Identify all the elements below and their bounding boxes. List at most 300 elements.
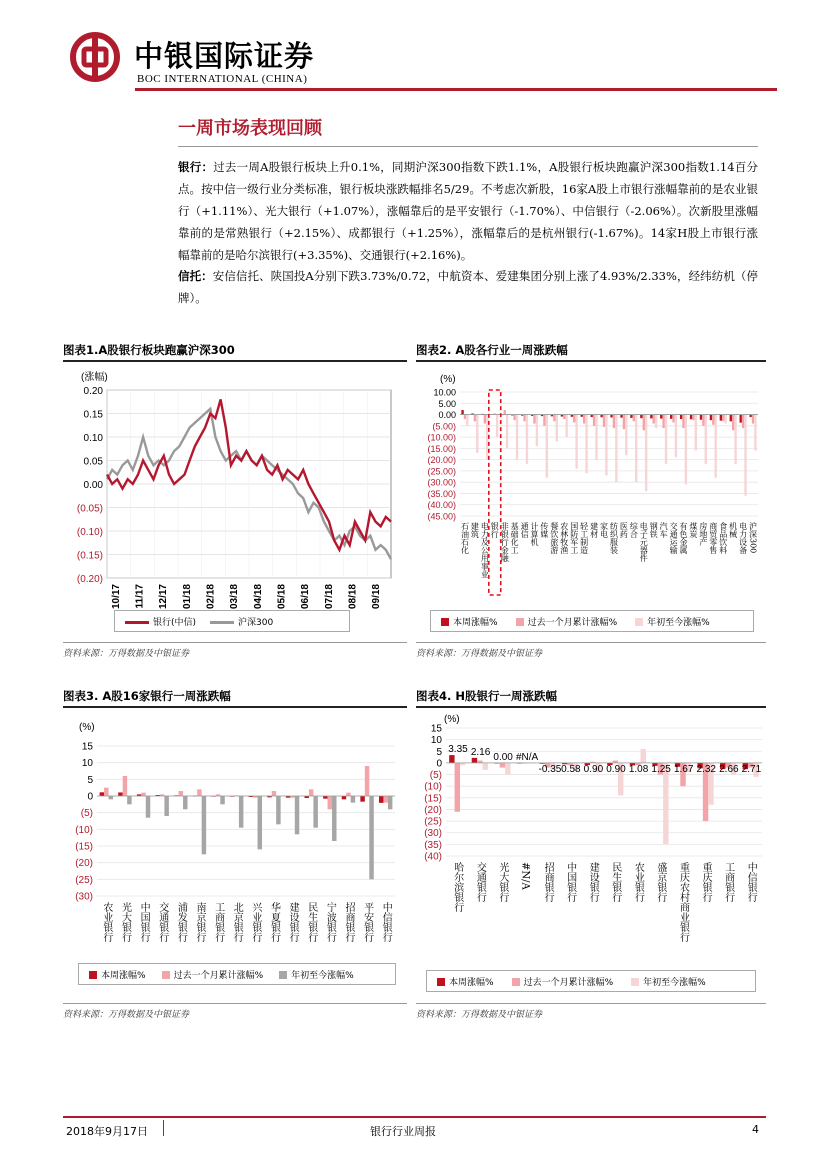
bar-ytd <box>164 796 168 816</box>
y-tick-label: 10.00 <box>433 387 456 398</box>
company-name-cn: 中银国际证券 <box>134 39 315 73</box>
y-tick-label: (0.15) <box>76 550 103 562</box>
y-tick-label: 15 <box>430 723 442 735</box>
legend-week: 本周涨幅% <box>441 615 498 628</box>
bar-week <box>740 415 742 423</box>
bar-ytd <box>605 415 607 476</box>
bar-month <box>500 763 505 768</box>
bar-month <box>197 789 201 796</box>
bar-ytd <box>675 415 677 458</box>
y-tick-label: (0.10) <box>76 527 103 538</box>
y-axis-label: (%) <box>79 722 95 733</box>
trust-paragraph <box>178 265 758 309</box>
x-category-label: 建筑 <box>470 522 480 538</box>
boc-logo <box>70 32 120 82</box>
y-axis-label: (%) <box>444 714 460 725</box>
chart-3-bar <box>63 712 407 956</box>
bar-week <box>449 755 454 763</box>
x-category-label: 交通运输 <box>669 522 679 554</box>
bar-month <box>484 415 486 424</box>
bar-ytd <box>313 796 317 828</box>
bar-month <box>513 415 515 421</box>
bar-ytd <box>536 415 538 447</box>
x-category-label: 汽车 <box>659 522 669 538</box>
bar-week <box>342 796 346 799</box>
x-category-label: 招商银行 <box>342 902 354 942</box>
bar-week <box>690 415 692 420</box>
x-tick-label: 11/17 <box>134 584 146 609</box>
bank-label: 银行： <box>178 160 214 174</box>
y-tick-label: (40.00) <box>427 500 456 511</box>
bar-month <box>383 796 387 803</box>
x-category-label: 交通银行 <box>474 862 486 902</box>
bar-ytd <box>239 796 243 828</box>
x-tick-label: 05/18 <box>276 584 288 610</box>
bar-month <box>474 415 476 422</box>
x-tick-label: 07/18 <box>323 584 335 610</box>
x-category-label: 有色金属 <box>679 522 688 554</box>
x-tick-label: 03/18 <box>229 584 241 610</box>
x-tick-label: 08/18 <box>347 584 359 610</box>
x-category-label: 南京银行 <box>193 902 205 942</box>
x-category-label: 农业银行 <box>100 902 112 942</box>
bar-month <box>752 415 754 424</box>
chart-1-line <box>63 366 407 638</box>
x-category-label: 食品饮料 <box>718 522 728 554</box>
header-rule <box>135 88 777 91</box>
y-tick-label: (40) <box>424 851 442 863</box>
bar-month <box>179 791 183 796</box>
bar-ytd <box>369 796 373 879</box>
x-category-label: 华夏银行 <box>268 902 280 942</box>
fig2-source: 资料来源：万得数据及中银证券 <box>416 649 543 659</box>
x-category-label: 宁波银行 <box>324 902 336 942</box>
fig3-title-rule <box>63 706 407 708</box>
bar-month <box>672 415 674 423</box>
x-category-label: 平安银行 <box>361 902 373 942</box>
bar-ytd <box>506 415 508 449</box>
x-category-label: #N/A <box>519 862 531 890</box>
y-axis-label: (涨幅) <box>81 372 108 383</box>
bar-week <box>660 415 662 419</box>
bar-week <box>610 415 612 418</box>
x-tick-label: 06/18 <box>300 584 312 610</box>
bar-month <box>573 415 575 423</box>
bar-month <box>633 415 635 422</box>
footer-report-name: 银行行业周报 <box>370 1125 436 1138</box>
x-category-label: 通信 <box>520 522 530 538</box>
bar-ytd <box>258 796 262 849</box>
x-category-label: 基础化工 <box>510 522 520 554</box>
bar-month <box>623 415 625 430</box>
bar-ytd <box>665 415 667 465</box>
bar-ytd <box>645 415 647 492</box>
bar-month <box>123 776 127 796</box>
bar-ytd <box>505 763 510 775</box>
section-title: 一周市场表现回顾 <box>178 118 322 139</box>
bar-month <box>543 415 545 426</box>
y-tick-label: 0.10 <box>83 433 103 444</box>
bar-month <box>272 791 276 796</box>
x-tick-label: 09/18 <box>371 584 383 610</box>
x-tick-label: 04/18 <box>252 584 264 610</box>
y-axis-label: (%) <box>440 374 456 385</box>
bar-month <box>692 415 694 421</box>
data-label: 0.58 <box>561 763 581 775</box>
bar-ytd <box>744 415 746 496</box>
y-tick-label: (10.00) <box>427 432 456 443</box>
chart-4-bar <box>416 708 766 966</box>
bank-paragraph <box>178 156 758 266</box>
bar-week <box>118 792 122 796</box>
y-tick-label: (5) <box>80 808 93 820</box>
y-tick-label: 0.20 <box>83 386 103 397</box>
fig4-bottom-rule <box>416 1003 766 1004</box>
bar-week <box>100 792 104 796</box>
y-tick-label: (25) <box>424 816 442 828</box>
x-category-label: 重庆农村商业银行 <box>677 862 689 942</box>
bar-month <box>504 410 506 415</box>
bar-week <box>620 415 622 418</box>
x-category-label: 哈尔滨银行 <box>451 862 463 912</box>
bar-month <box>346 793 350 796</box>
trust-label: 信托： <box>178 269 213 283</box>
x-category-label: 光大银行 <box>496 862 508 902</box>
data-label: 2.71 <box>741 763 762 775</box>
y-tick-label: (10) <box>75 824 93 836</box>
bar-ytd <box>183 796 187 809</box>
y-tick-label: 0.05 <box>83 456 103 468</box>
x-category-label: 综合 <box>629 522 639 538</box>
bar-month <box>583 415 585 424</box>
bar-ytd <box>466 415 468 426</box>
x-category-label: 电力设备 <box>738 522 748 554</box>
bar-ytd <box>516 415 518 460</box>
x-category-label: 餐饮旅游 <box>549 522 559 554</box>
bar-month <box>682 415 684 429</box>
section-rule <box>178 146 758 147</box>
highlight-box-bank <box>489 390 501 595</box>
fig1-source: 资料来源：万得数据及中银证券 <box>63 649 190 659</box>
fig2-title: 图表2. A股各行业一周涨跌幅 <box>416 343 568 357</box>
bar-week <box>379 796 383 803</box>
bar-ytd <box>663 763 668 844</box>
x-category-label: 农林牧渔 <box>559 522 569 554</box>
x-category-label: 医药 <box>619 522 629 538</box>
x-category-label: 农业银行 <box>632 862 644 902</box>
y-tick-label: 10 <box>430 735 442 747</box>
fig3-title: 图表3. A股16家银行一周涨跌幅 <box>63 689 231 703</box>
x-tick-label: 12/17 <box>158 584 170 610</box>
y-tick-label: (20) <box>75 858 93 870</box>
bar-ytd <box>476 415 478 453</box>
y-tick-label: (0.20) <box>76 574 103 585</box>
bar-month <box>104 788 108 796</box>
x-category-label: 电力及公用事业 <box>480 522 490 578</box>
data-label: 2.32 <box>696 763 717 775</box>
bar-week <box>710 415 712 421</box>
bar-ytd <box>635 415 637 483</box>
bar-month <box>662 415 664 429</box>
y-tick-label: (45.00) <box>427 511 456 522</box>
y-tick-label: (15) <box>424 793 442 805</box>
bar-week <box>650 415 652 419</box>
y-tick-label: (30.00) <box>427 477 456 488</box>
x-category-label: 房地产 <box>698 522 708 546</box>
footer-rule <box>63 1116 766 1118</box>
bar-ytd <box>585 415 587 474</box>
fig3-source: 资料来源：万得数据及中银证券 <box>63 1010 190 1020</box>
bar-month <box>533 415 535 424</box>
x-category-label: 计算机 <box>530 522 539 546</box>
bar-week <box>640 415 642 419</box>
data-label: 3.35 <box>448 744 468 756</box>
y-tick-label: (30) <box>424 828 442 840</box>
bar-ytd <box>724 415 726 424</box>
x-category-label: 北京银行 <box>231 902 243 942</box>
x-category-label: 光大银行 <box>119 902 131 942</box>
bar-month <box>328 796 332 809</box>
x-category-label: 中国银行 <box>138 902 150 942</box>
x-category-label: 中信银行 <box>745 862 757 902</box>
fig3-legend <box>78 963 396 985</box>
bar-month <box>523 415 525 422</box>
data-label: 0.90 <box>606 763 626 775</box>
bar-month <box>603 415 605 427</box>
y-tick-label: (20.00) <box>427 455 456 466</box>
x-category-label: 家电 <box>599 522 609 538</box>
bar-ytd <box>351 796 355 803</box>
bar-ytd <box>546 415 548 478</box>
bar-ytd <box>146 796 150 818</box>
x-category-label: 钢铁 <box>649 522 659 538</box>
data-label: 2.66 <box>719 763 739 775</box>
bar-month <box>455 763 460 812</box>
x-category-label: 纺织服装 <box>609 522 619 554</box>
bar-week <box>461 410 463 415</box>
bar-ytd <box>556 415 558 442</box>
x-category-label: 建设银行 <box>587 862 599 902</box>
bar-month <box>553 415 555 422</box>
legend-month: 过去一个月累计涨幅% <box>516 615 618 628</box>
bar-ytd <box>295 796 299 834</box>
y-tick-label: 0.15 <box>83 409 103 421</box>
y-tick-label: 5 <box>436 746 442 758</box>
fig1-bottom-rule <box>63 642 407 643</box>
bar-ytd <box>109 796 113 799</box>
bar-ytd <box>496 415 498 438</box>
x-tick-label: 02/18 <box>205 584 217 610</box>
x-category-label: 民生银行 <box>609 862 621 902</box>
legend-week: 本周涨幅% <box>437 975 494 988</box>
x-category-label: 国防军工 <box>569 522 579 554</box>
x-category-label: 煤炭 <box>688 522 698 538</box>
y-tick-label: (25.00) <box>427 466 456 477</box>
x-category-label: 传媒 <box>539 522 549 538</box>
fig4-legend <box>426 970 756 992</box>
y-tick-label: 0.00 <box>438 410 456 421</box>
bar-ytd <box>202 796 206 854</box>
y-tick-label: (20) <box>424 804 442 816</box>
legend-ytd: 年初至今涨幅% <box>631 975 706 988</box>
y-tick-label: (15) <box>75 841 93 853</box>
x-category-label: 建设银行 <box>287 902 299 942</box>
bar-week <box>323 796 327 799</box>
x-category-label: 沪深300 <box>748 522 758 554</box>
bar-ytd <box>615 415 617 483</box>
y-tick-label: (5.00) <box>432 421 456 432</box>
bar-ytd <box>655 415 657 429</box>
y-tick-label: (35) <box>424 839 442 851</box>
y-tick-label: 15 <box>81 741 93 753</box>
bar-week <box>680 415 682 420</box>
footer-divider <box>163 1120 164 1136</box>
bar-ytd <box>575 415 577 469</box>
data-label: 2.16 <box>470 746 491 758</box>
x-category-label: 重庆银行 <box>700 862 712 902</box>
x-category-label: 中信银行 <box>380 902 392 942</box>
bar-month <box>643 415 645 431</box>
bar-week <box>700 415 702 420</box>
fig1-legend <box>114 610 350 632</box>
fig3-bottom-rule <box>63 1003 407 1004</box>
x-category-label: 交通银行 <box>156 902 168 942</box>
bar-week <box>472 758 477 763</box>
bar-week <box>720 415 722 421</box>
bar-month <box>712 415 714 425</box>
bar-month <box>464 415 466 420</box>
bar-month <box>653 415 655 424</box>
bar-ytd <box>332 796 336 841</box>
legend-month: 过去一个月累计涨幅% <box>512 975 614 988</box>
bar-ytd <box>714 415 716 478</box>
y-tick-label: (35.00) <box>427 488 456 499</box>
x-category-label: 石油石化 <box>460 522 470 554</box>
footer-page-number: 4 <box>752 1123 759 1136</box>
bar-month <box>742 415 744 429</box>
x-category-label: 兴业银行 <box>249 902 261 942</box>
y-tick-label: 5.00 <box>438 398 456 409</box>
fig1-title: 图表1.A股银行板块跑赢沪深300 <box>63 343 235 357</box>
bar-month <box>593 415 595 426</box>
data-label: 1.08 <box>628 763 649 775</box>
bar-ytd <box>276 796 280 824</box>
bar-week <box>670 415 672 419</box>
legend-bank: 银行(中信) <box>125 615 196 628</box>
x-category-label: 工商银行 <box>212 902 224 942</box>
fig1-title-rule <box>63 360 407 362</box>
fig2-title-rule <box>416 360 766 362</box>
y-tick-label: 10 <box>81 758 93 770</box>
x-category-label: 浦发银行 <box>175 902 187 942</box>
fig4-title: 图表4. H股银行一周涨跌幅 <box>416 689 557 703</box>
bar-ytd <box>388 796 392 809</box>
legend-ytd: 年初至今涨幅% <box>635 615 710 628</box>
legend-ytd: 年初至今涨幅% <box>279 968 354 981</box>
bar-ytd <box>734 415 736 465</box>
bar-month <box>365 766 369 796</box>
bar-ytd <box>565 415 567 438</box>
bar-ytd <box>705 415 707 465</box>
x-category-label: 盛京银行 <box>654 862 666 902</box>
x-category-label: 电子元器件 <box>639 522 649 562</box>
data-label: -0.35 <box>538 763 562 775</box>
x-category-label: 工商银行 <box>722 862 734 902</box>
data-label: 1.67 <box>673 763 694 775</box>
x-tick-label: 01/18 <box>181 584 193 610</box>
fig2-legend <box>430 610 754 632</box>
bar-month <box>702 415 704 426</box>
company-name-en: BOC INTERNATIONAL (CHINA) <box>137 73 308 85</box>
x-category-label: 非银行金融 <box>500 522 510 562</box>
bar-ytd <box>127 796 131 804</box>
data-label: 1.25 <box>651 763 671 775</box>
x-category-label: 建材 <box>589 522 599 538</box>
bar-ytd <box>595 415 597 460</box>
bar-ytd <box>695 415 697 451</box>
x-category-label: 机械 <box>728 522 738 538</box>
y-tick-label: (5) <box>429 770 442 782</box>
y-tick-label: 0 <box>436 758 442 770</box>
bar-ytd <box>526 415 528 465</box>
footer-date: 2018年9月17日 <box>66 1125 148 1138</box>
bar-ytd <box>641 749 646 763</box>
legend-month: 过去一个月累计涨幅% <box>162 968 264 981</box>
y-tick-label: (30) <box>75 891 93 903</box>
x-category-label: 民生银行 <box>305 902 317 942</box>
y-tick-label: (25) <box>75 874 93 886</box>
y-tick-label: (15.00) <box>427 443 456 454</box>
y-tick-label: (0.05) <box>76 503 103 515</box>
legend-hs300: 沪深300 <box>210 615 273 628</box>
bar-month <box>141 793 145 796</box>
fig2-bottom-rule <box>416 642 766 643</box>
bar-month <box>613 415 615 429</box>
bar-week <box>600 415 602 418</box>
data-label: 0.00 <box>493 751 513 763</box>
bar-week <box>630 415 632 418</box>
y-tick-label: 0.00 <box>83 480 103 491</box>
bar-ytd <box>220 796 224 804</box>
bar-week <box>360 796 364 802</box>
x-category-label: 中国银行 <box>564 862 576 902</box>
bar-ytd <box>754 415 756 451</box>
trust-text: 安信信托、陕国投A分别下跌3.73%/0.72，中航资本、爱建集团分别上涨了4.93%/2.33%，经纬纺机（停牌）。 <box>178 269 758 305</box>
y-tick-label: 0 <box>87 791 93 803</box>
bar-month <box>732 415 734 431</box>
x-category-label: 银行 <box>490 522 500 538</box>
bar-month <box>309 789 313 796</box>
y-tick-label: 5 <box>87 774 93 786</box>
y-tick-label: (10) <box>424 781 442 793</box>
chart-2-bar <box>416 366 766 606</box>
legend-week: 本周涨幅% <box>89 968 146 981</box>
bar-ytd <box>625 415 627 456</box>
bar-ytd <box>685 415 687 485</box>
x-category-label: 轻工制造 <box>579 522 589 554</box>
x-tick-label: 10/17 <box>110 584 122 610</box>
data-label: #N/A <box>515 751 539 763</box>
fig4-source: 资料来源：万得数据及中银证券 <box>416 1010 543 1020</box>
x-category-label: 商贸零售 <box>708 522 718 554</box>
data-label: 0.90 <box>583 763 604 775</box>
bar-week <box>730 415 732 422</box>
bar-month <box>722 415 724 422</box>
bar-month <box>563 415 565 420</box>
bank-text: 过去一周A股银行板块上升0.1%，同期沪深300指数下跌1.1%，A股银行板块跑赢沪深300指数1.14百分点。按中信一级行业分类标准，银行板块涨跌幅排名5/29。不考虑次新股，16家A股上市银行涨幅靠前的是农业银行（+1.11%）、光大银行（+1.07%），涨幅靠后的是平安银行（-1.70%）、中信银行（-2.06%）。次新股里涨幅靠前的是常熟银行（+2.15%）、成都银行（+1.25%），涨幅靠后的是杭州银行(-1.67%)。14家H股上市银行涨幅靠前的是哈尔滨银行(+3.35%)、交通银行(+2.16%)。 <box>178 160 759 262</box>
x-category-label: 招商银行 <box>542 862 554 902</box>
bar-ytd <box>483 763 488 770</box>
